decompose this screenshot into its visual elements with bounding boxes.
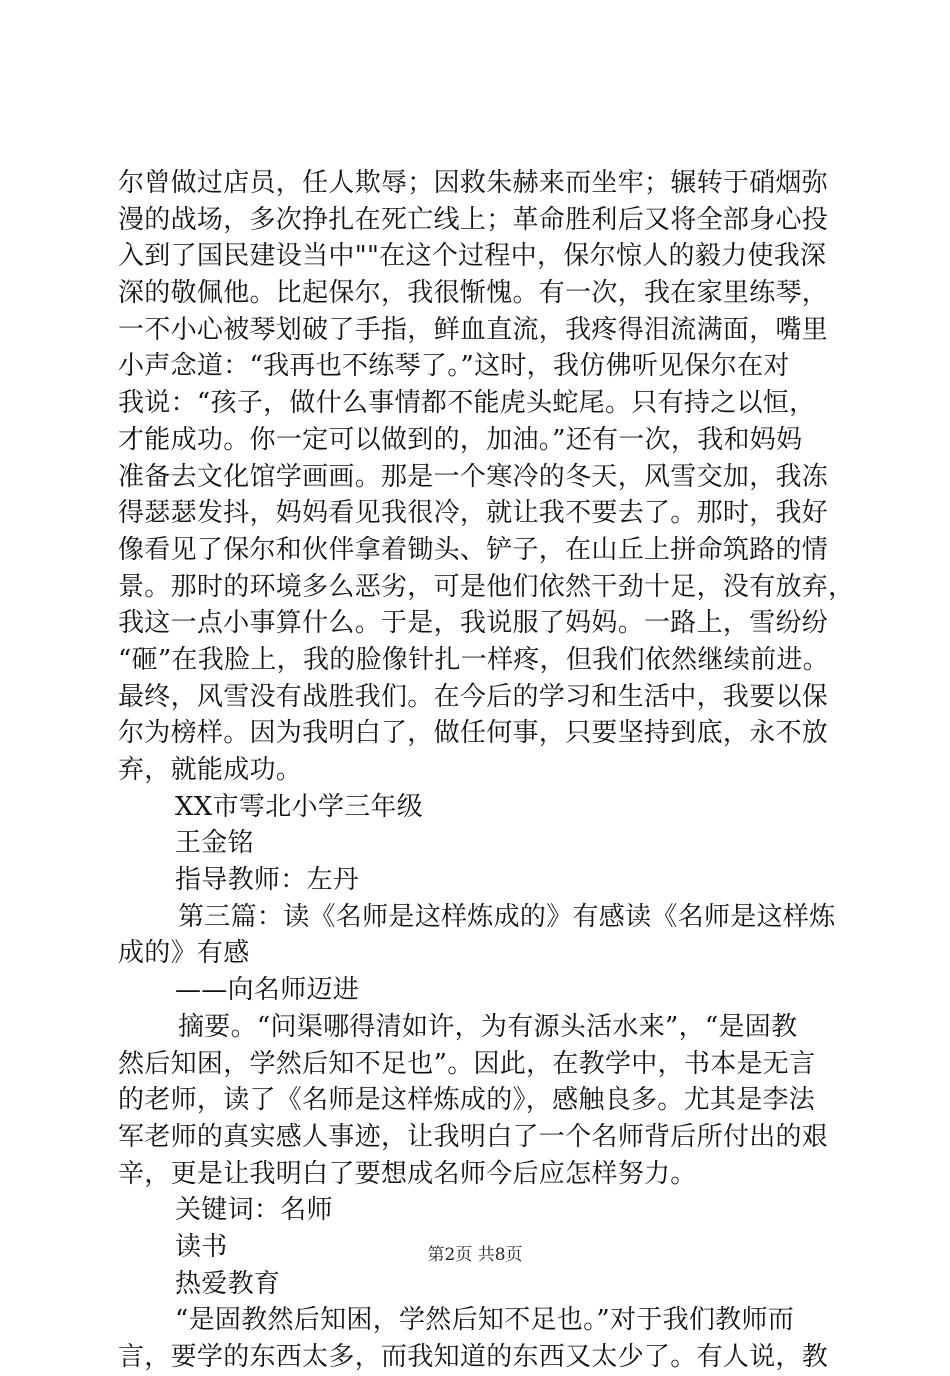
text-line: 最终，风雪没有战胜我们。在今后的学习和生活中，我要以保 <box>118 681 829 712</box>
text-line: 弃，就能成功。 <box>118 755 303 785</box>
instructor-line: 指导教师：左丹 <box>175 865 360 896</box>
page-number: 第2页 共8页 <box>427 1245 523 1265</box>
text-line: 入到了国民建设当中""在这个过程中，保尔惊人的毅力使我深 <box>118 241 827 272</box>
text-line: “砸”在我脸上，我的脸像针扎一样疼，但我们依然继续前进。 <box>118 644 829 675</box>
page-footer <box>0 1244 950 1266</box>
text-line: 漫的战场，多次挣扎在死亡线上；革命胜利后又将全部身心投 <box>118 204 829 235</box>
text-line: 一不小心被琴划破了手指，鲜血直流，我疼得泪流满面，嘴里 <box>118 314 829 345</box>
text-line: 言，要学的东西太多，而我知道的东西又太少了。有人说，教 <box>118 1342 829 1372</box>
section-heading-cont: 成的》有感 <box>118 938 250 969</box>
keyword-item: 热爱教育 <box>175 1268 281 1299</box>
body-text <box>118 165 855 1376</box>
author-name: 王金铭 <box>175 828 254 859</box>
text-line: 尔为榜样。因为我明白了，做任何事，只要坚持到底，永不放 <box>118 718 829 749</box>
text-line: 得瑟瑟发抖，妈妈看见我很冷，就让我不要去了。那时，我好 <box>118 498 829 529</box>
text-line: 小声念道：“我再也不练琴了。”这时，我仿佛听见保尔在对 <box>118 351 790 382</box>
school-name: XX市雩北小学三年级 <box>175 791 424 822</box>
text-line: 我这一点小事算什么。于是，我说服了妈妈。一路上，雪纷纷 <box>118 608 829 639</box>
text-line: 辛，更是让我明白了要想成名师今后应怎样努力。 <box>118 1158 697 1189</box>
subtitle: ——向名师迈进 <box>175 975 360 1006</box>
section-heading: 第三篇：读《名师是这样炼成的》有感读《名师是这样炼 <box>178 901 836 932</box>
abstract-line: 摘要。“问渠哪得清如许，为有源头活水来”，“是固教 <box>178 1011 798 1042</box>
text-line: 景。那时的环境多么恶劣，可是他们依然干劲十足，没有放弃， <box>118 571 855 602</box>
text-line: 尔曾做过店员，任人欺辱；因救朱赫来而坐牢；辗转于硝烟弥 <box>118 168 829 198</box>
text-line: 才能成功。你一定可以做到的，加油。”还有一次，我和妈妈 <box>118 424 803 455</box>
text-line: 军老师的真实感人事迹，让我明白了一个名师背后所付出的艰 <box>118 1121 829 1152</box>
text-line: 的老师，读了《名师是这样炼成的》，感触良多。尤其是李法 <box>118 1085 816 1116</box>
keywords-line: 关键词：名师 <box>175 1195 333 1226</box>
text-line: 像看见了保尔和伙伴拿着锄头、铲子，在山丘上拼命筑路的情 <box>118 534 829 565</box>
keyword-item: 读书 <box>175 1231 228 1262</box>
text-line: 深的敬佩他。比起保尔，我很惭愧。有一次，我在家里练琴， <box>118 278 829 309</box>
text-line: 准备去文化馆学画画。那是一个寒冷的冬天，风雪交加，我冻 <box>118 461 829 492</box>
text-line: 我说：“孩子，做什么事情都不能虎头蛇尾。只有持之以恒， <box>118 388 816 419</box>
text-line: 然后知困，学然后知不足也”。因此，在教学中，书本是无言 <box>118 1048 816 1079</box>
text-line: “是固教然后知困，学然后知不足也。”对于我们教师而 <box>175 1305 795 1336</box>
